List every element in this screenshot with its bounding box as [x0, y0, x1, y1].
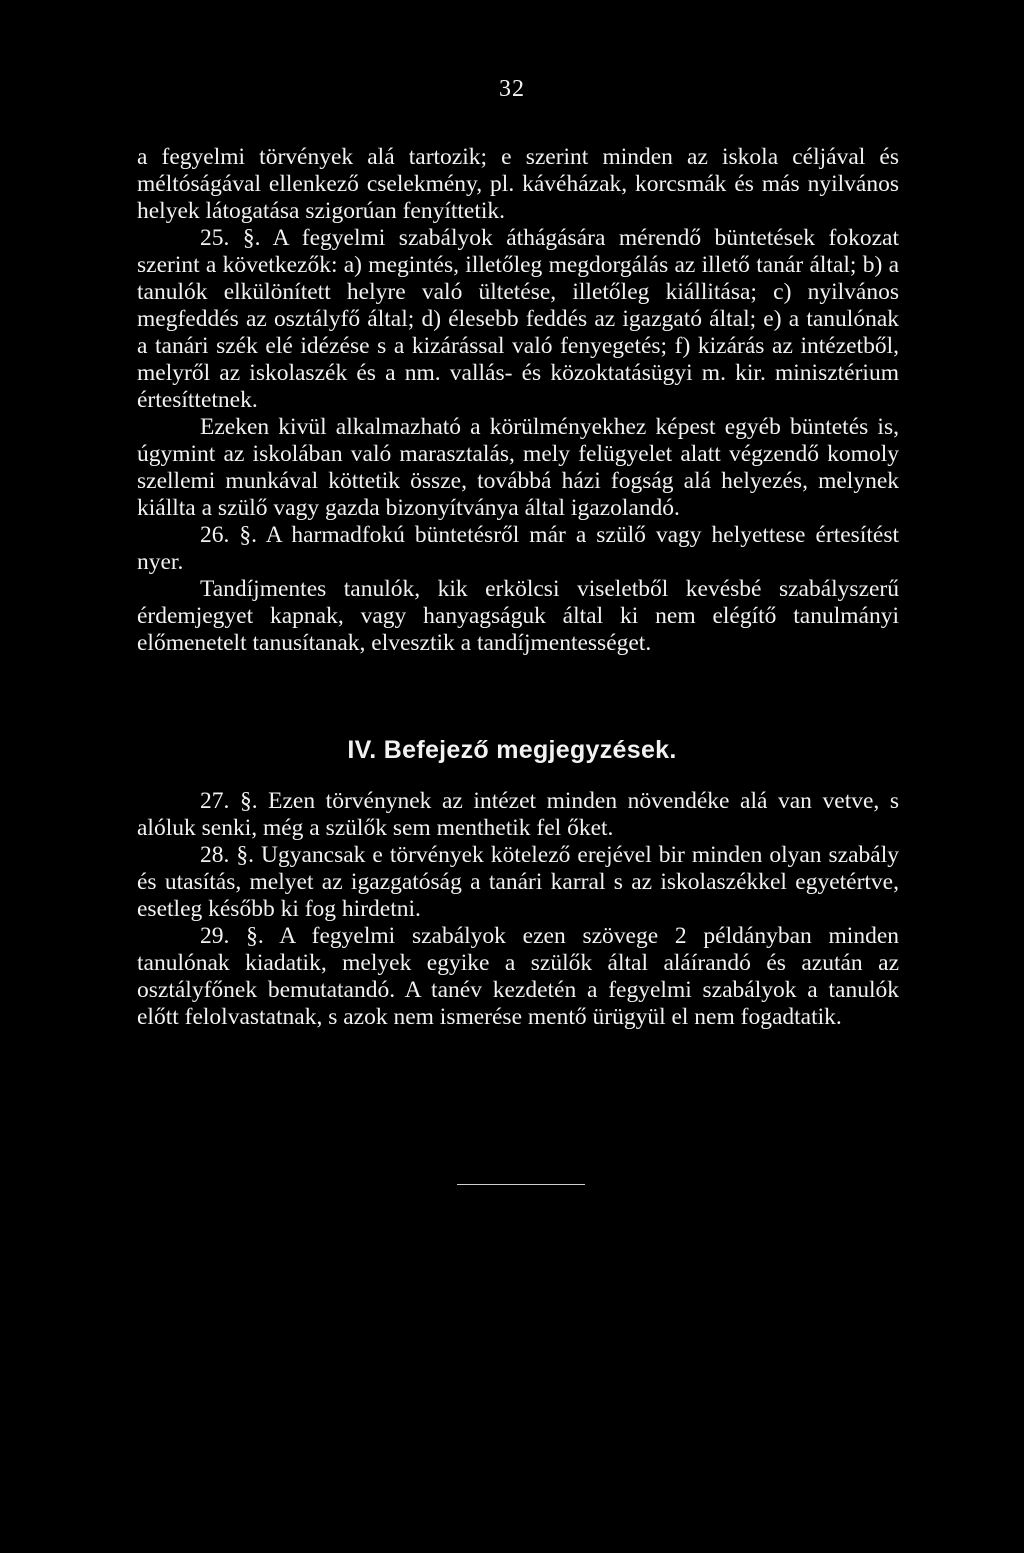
paragraph-other-punishments: Ezeken kivül alkalmazható a körülményekhez képest egyéb büntetés is, úgymint az iskolában való marasztalás, mely felügyelet alatt végzendő komoly szellemi munkával köttetik össze, továbbá házi fogság alá helyezés, melynek kiállta a szülő vagy gazda bizonyítványa által igazolandó. [137, 414, 899, 521]
paragraph-section-26: 26. §. A harmadfokú büntetésről már a szülő vagy helyettese értesítést nyer. [137, 522, 899, 575]
body-text-lower [137, 788, 899, 1031]
paragraph-section-29: 29. §. A fegyelmi szabályok ezen szövege 2 példányban minden tanulónak kiadatik, melyek egyike a szülők által aláírandó és azután az osztályfőnek bemutatandó. A tanév kezdetén a fegyelmi szabályok a tanulók előtt felolvastatnak, s azok nem ismerése mentő ürügyül el nem fogadtatik. [137, 923, 899, 1030]
paragraph-section-27: 27. §. Ezen törvénynek az intézet minden növendéke alá van vetve, s alóluk senki, még a szülők sem menthetik fel őket. [137, 788, 899, 841]
paragraph-section-28: 28. §. Ugyancsak e törvények kötelező erejével bir minden olyan szabály és utasítás, melyet az igazgatóság a tanári karral s az iskolaszékkel egyetértve, esetleg később ki fog hirdetni. [137, 842, 899, 922]
paragraph-continuation: a fegyelmi törvények alá tartozik; e szerint minden az iskola céljával és méltóságával ellenkező cselekmény, pl. kávéházak, korcsmák és más nyilvános helyek látogatása szigorúan fenyíttetik. [137, 144, 899, 224]
section-heading: IV. Befejező megjegyzések. [347, 736, 677, 764]
paragraph-section-25: 25. §. A fegyelmi szabályok áthágására mérendő büntetések fokozat szerint a következők: a) megintés, illetőleg megdorgálás az illető tanár által; b) a tanulók elkülönített helyre való ültetése, illetőleg kiállitása; c) nyilvános megfeddés az osztályfő által; d) élesebb feddés az igazgató által; e) a tanulónak a tanári szék elé idézése s a kizárással való fenyegetés; f) kizárás az intézetből, melyről az iskolaszék és a nm. vallás- és közoktatásügyi m. kir. minisztérium értesíttetnek. [137, 225, 899, 413]
body-text-upper [137, 144, 899, 657]
page-number: 32 [499, 76, 525, 102]
paragraph-tuition-exempt: Tandíjmentes tanulók, kik erkölcsi viseletből kevésbé szabályszerű érdemjegyet kapnak, vagy hanyagságuk által ki nem elégítő tanulmányi előmenetelt tanusítanak, elvesztik a tandíjmentességet. [137, 576, 899, 656]
closing-rule [457, 1184, 585, 1185]
